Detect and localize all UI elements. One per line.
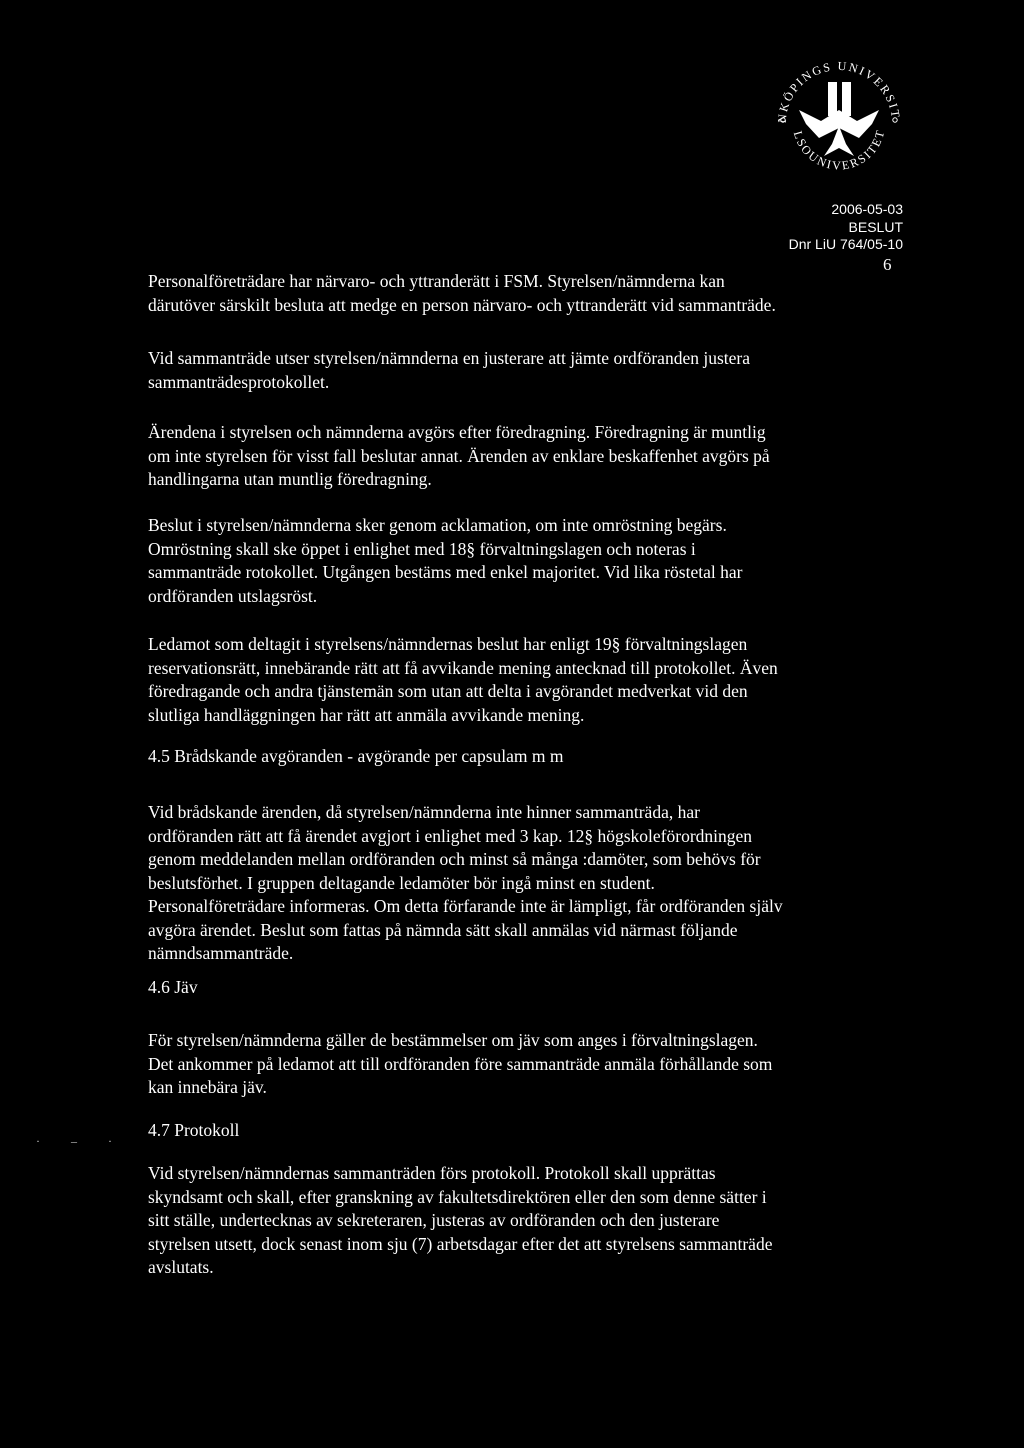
svg-text:HÄLSOUNIVERSITETET: LSOUNIVERSITET [790,127,888,173]
document-date: 2006-05-03 [831,201,903,217]
section-heading-4-5: 4.5 Brådskande avgöranden - avgörande per capsulam m m [148,746,564,766]
section-heading-4-6: 4.6 Jäv [148,977,198,997]
page-number: 6 [883,255,892,274]
paragraph-disqualification: För styrelsen/nämnderna gäller de bestämmelser om jäv som anges i förvaltningslagen. Det ankommer på ledamot att till ordföranden före sammanträde anmäla förhållande som kan innebära jäv. [148,1030,773,1097]
paragraph-presentation: Ärendena i styrelsen och nämnderna avgörs efter föredragning. Föredragning är muntlig om inte styrelsen för visst fall beslutar annat. Ärenden av enklare beskaffenhet avgörs på handlingarna utan muntlig föredragning. [148,422,770,489]
paragraph-minutes: Vid styrelsen/nämndernas sammanträden förs protokoll. Protokoll skall upprättas skyndsamt och skall, efter granskning av fakultetsdirektören eller den som denne sätter i sitt ställe, undertecknas av sekreteraren, justeras av ordföranden och den justerare styrelsen utsett, dock senast inom sju (7) arbetsdagar efter det att styrelsens sammanträde avslutats. [148,1163,773,1277]
paragraph-personnel-representatives: Personalföreträdare har närvaro- och yttranderätt i FSM. Styrelsen/nämnderna kan därutöver särskilt besluta att medge en person närvaro- och yttranderätt vid sammanträde. [148,271,776,315]
scan-artifact-marks: · – · [36,1134,126,1148]
paragraph-urgent-matters: Vid brådskande ärenden, då styrelsen/nämnderna inte hinner sammanträda, har ordföranden rätt att få ärendet avgjort i enlighet med 3 kap. 12§ högskoleförordningen genom meddelanden mellan ordföranden och minst så många :damöter, som behövs för beslutsförhet. I gruppen deltagande ledamöter bör ingå minst en student. Personalföreträdare informeras. Om detta förfarande inte är lämpligt, får ordföranden själv avgöra ärendet. Beslut som fattas på nämnda sätt skall anmälas vid närmast följande nämndsammanträde. [148,802,783,963]
section-heading-4-7: 4.7 Protokoll [148,1120,240,1140]
paragraph-reservation: Ledamot som deltagit i styrelsens/nämndernas beslut har enligt 19§ förvaltningslagen reservationsrätt, innebärande rätt att få avvikande mening antecknad till protokollet. Även föredragande och andra tjänstemän som utan att delta i avgörandet medverkat vid den slutliga handläggningen har rätt att anmäla avvikande mening. [148,634,778,725]
document-type: BESLUT [848,218,903,235]
university-seal-logo [764,48,914,198]
svg-text:LINKÖPINGS UNIVERSITET: NKÖPINGS UNIVERSIT [774,58,903,124]
paragraph-adjuster: Vid sammanträde utser styrelsen/nämnderna en justerare att jämte ordföranden justera sammanträdesprotokollet. [148,348,750,392]
paragraph-voting: Beslut i styrelsen/nämnderna sker genom acklamation, om inte omröstning begärs. Omröstning skall ske öppet i enlighet med 18§ förvaltningslagen och noteras i sammanträde rotokollet. Utgången bestäms med enkel majoritet. Vid lika röstetal har ordföranden utslagsröst. [148,515,743,606]
document-registration-number: Dnr LiU 764/05-10 [788,236,903,252]
document-header [789,201,903,254]
